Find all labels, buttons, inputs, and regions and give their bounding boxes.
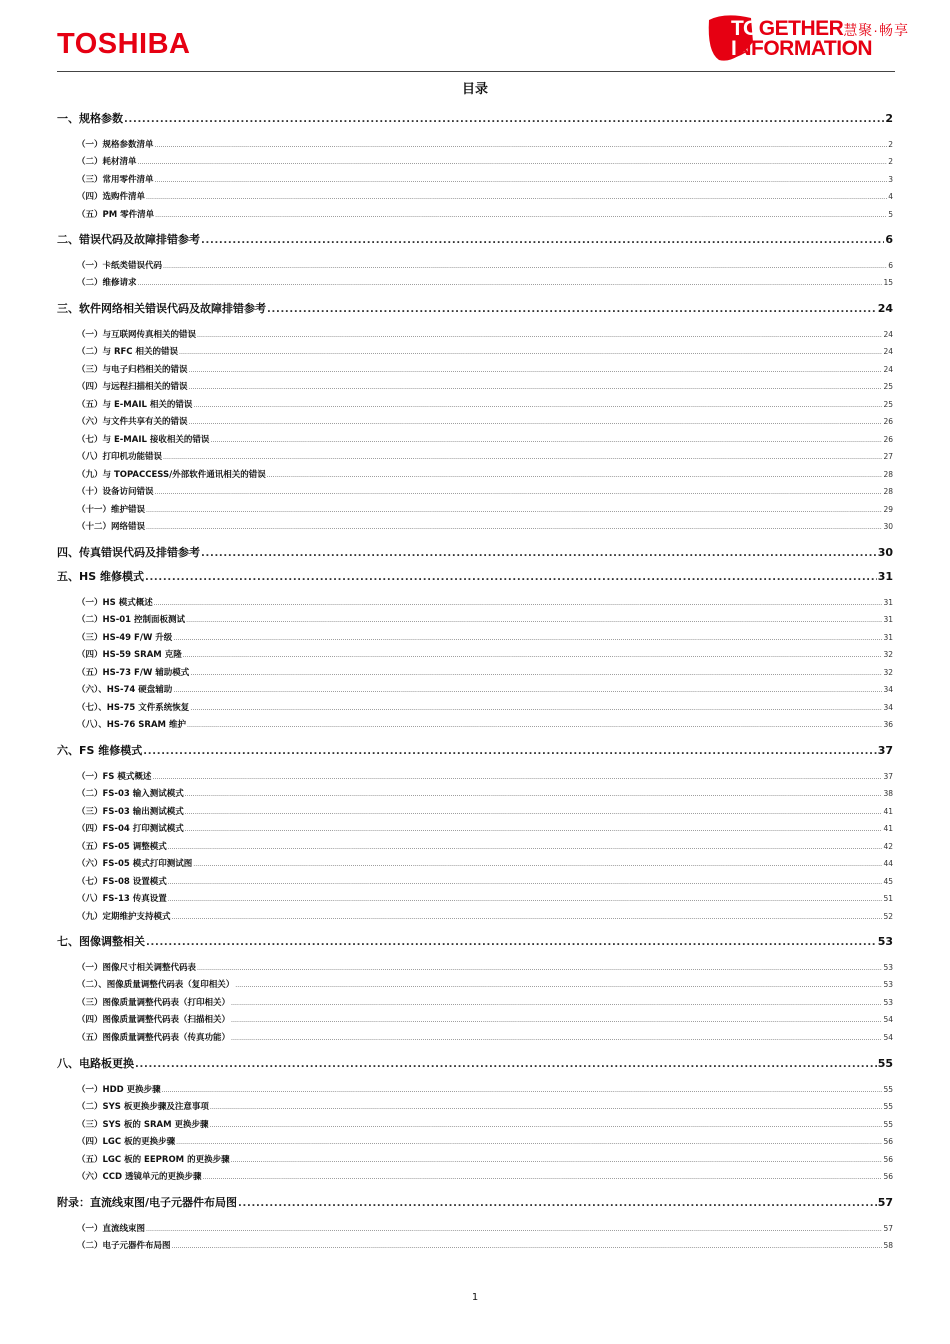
toc-subsection-page: 15 <box>883 278 893 287</box>
toc-subsection-label: （五）PM 零件清单 <box>77 210 155 220</box>
dot-leader <box>162 1085 883 1095</box>
toc-section[interactable] <box>57 933 893 949</box>
toc-subsection-page: 45 <box>883 877 893 886</box>
dot-leader <box>267 302 877 315</box>
toc-section[interactable] <box>57 742 893 758</box>
toc-subsection-page: 52 <box>883 912 893 921</box>
toc-section-page: 2 <box>885 112 893 125</box>
dot-leader <box>267 470 883 480</box>
toc-subsection-label: （二）与 RFC 相关的错误 <box>77 347 179 357</box>
toc-subsection-page: 25 <box>883 400 893 409</box>
toc-subsection-page: 24 <box>883 365 893 374</box>
toc-subsection-page: 55 <box>883 1120 893 1129</box>
toc-subsection-label: （一）卡纸类错误代码 <box>77 261 163 271</box>
dot-leader <box>179 347 882 357</box>
toc-subsection-label: （四）图像质量调整代码表（扫描相关） <box>77 1015 231 1025</box>
toc-subsection-page: 56 <box>883 1172 893 1181</box>
toc-subsection-label: （六）FS-05 模式打印测试图 <box>77 859 193 869</box>
toc-subsection[interactable] <box>57 1222 893 1234</box>
dot-leader <box>155 210 887 220</box>
toc-subsection[interactable] <box>57 398 893 410</box>
toc-subsection[interactable] <box>57 345 893 357</box>
dot-leader <box>172 1241 883 1251</box>
dot-leader <box>138 278 883 288</box>
header-divider <box>57 71 895 72</box>
toc-section-page: 55 <box>877 1057 893 1070</box>
toc-subsection[interactable] <box>57 328 893 340</box>
dot-leader <box>146 522 882 532</box>
dot-leader <box>155 487 883 497</box>
toc-subsection[interactable] <box>57 380 893 392</box>
toc-subsection-label: （二）维修请求 <box>77 278 137 288</box>
page-header <box>57 0 909 72</box>
dot-leader <box>235 980 882 990</box>
toc-subsection-page: 36 <box>883 720 893 729</box>
dot-leader <box>187 720 882 730</box>
toc-subsection-label: （一）规格参数清单 <box>77 140 154 150</box>
toc-subsection-page: 3 <box>888 175 893 184</box>
toc-subsection-label: （二）、图像质量调整代码表（复印相关） <box>77 980 235 990</box>
dot-leader <box>185 807 883 817</box>
dot-leader <box>186 615 882 625</box>
toc-section-label: 一、规格参数 <box>57 112 123 125</box>
toc-subsection-label: （一）HDD 更换步骤 <box>77 1085 161 1095</box>
dot-leader <box>163 261 887 271</box>
toc-subsection-page: 56 <box>883 1137 893 1146</box>
toc-subsection[interactable] <box>57 155 893 167</box>
toc-subsection-page: 26 <box>883 417 893 426</box>
dot-leader <box>231 1155 883 1165</box>
brand-i: I <box>731 37 737 60</box>
toc-subsection-label: （三）FS-03 输出测试模式 <box>77 807 184 817</box>
dot-leader <box>189 365 883 375</box>
together-information-logo <box>705 12 909 62</box>
toc-subsection[interactable] <box>57 208 893 220</box>
dot-leader <box>197 963 882 973</box>
toc-subsection-label: （五）FS-05 调整模式 <box>77 842 167 852</box>
toc-subsection[interactable] <box>57 666 893 678</box>
dot-leader <box>146 1224 882 1234</box>
toc-subsection[interactable] <box>57 1170 893 1182</box>
toc-subsection[interactable] <box>57 787 893 799</box>
toc-subsection-label: （八）、HS-76 SRAM 维护 <box>77 720 186 730</box>
toc-section[interactable] <box>57 110 893 126</box>
toc-section[interactable] <box>57 568 893 584</box>
toc-subsection-label: （三）与电子归档相关的错误 <box>77 365 188 375</box>
toc-subsection-page: 28 <box>883 487 893 496</box>
dot-leader <box>189 417 883 427</box>
toc-subsection-page: 4 <box>888 192 893 201</box>
toc-section[interactable] <box>57 544 893 560</box>
toc-subsection-page: 31 <box>883 598 893 607</box>
dot-leader <box>146 505 882 515</box>
toc-subsection-label: （六）CCD 透镜单元的更换步骤 <box>77 1172 202 1182</box>
dot-leader <box>197 330 882 340</box>
toc-subsection-page: 5 <box>888 210 893 219</box>
toc-subsection-page: 53 <box>883 998 893 1007</box>
toc-subsection-page: 29 <box>883 505 893 514</box>
dot-leader <box>231 1015 882 1025</box>
toc-subsection-page: 51 <box>883 894 893 903</box>
toc-subsection-page: 28 <box>883 470 893 479</box>
toc-subsection-page: 56 <box>883 1155 893 1164</box>
toc-subsection-label: （二）耗材清单 <box>77 157 137 167</box>
toc-subsection-page: 31 <box>883 615 893 624</box>
toc-subsection-page: 6 <box>888 261 893 270</box>
toc-subsection-label: （四）FS-04 打印测试模式 <box>77 824 184 834</box>
toc-subsection[interactable] <box>57 910 893 922</box>
toc-subsection-page: 34 <box>883 685 893 694</box>
dot-leader <box>231 998 882 1008</box>
toc-section-page: 53 <box>877 935 893 948</box>
toc-subsection[interactable] <box>57 840 893 852</box>
toc-subsection-page: 57 <box>883 1224 893 1233</box>
toc-subsection[interactable] <box>57 631 893 643</box>
dot-leader <box>168 894 883 904</box>
toc-subsection-page: 44 <box>883 859 893 868</box>
dot-leader <box>201 233 884 246</box>
dot-leader <box>143 744 876 757</box>
toc-subsection-label: （三）图像质量调整代码表（打印相关） <box>77 998 231 1008</box>
toc-subsection-page: 2 <box>888 157 893 166</box>
toc-subsection-page: 55 <box>883 1102 893 1111</box>
dot-leader <box>209 1120 882 1130</box>
dot-leader <box>138 157 888 167</box>
toc-subsection-label: （九）与 TOPACCESS/外部软件通讯相关的错误 <box>77 470 266 480</box>
toc-subsection[interactable] <box>57 613 893 625</box>
dot-leader <box>168 842 883 852</box>
toc-subsection-label: （八）FS-13 传真设置 <box>77 894 167 904</box>
toc-subsection-label: （四）选购件清单 <box>77 192 146 202</box>
toc-section-page: 6 <box>885 233 893 246</box>
toc-subsection-page: 32 <box>883 650 893 659</box>
toc-subsection[interactable] <box>57 173 893 185</box>
toc-subsection-label: （二）FS-03 输入测试模式 <box>77 789 184 799</box>
toc-subsection[interactable] <box>57 415 893 427</box>
toc-subsection[interactable] <box>57 138 893 150</box>
brand-gether: GETHER <box>758 17 844 40</box>
toc-subsection[interactable] <box>57 770 893 782</box>
toc-subsection-page: 53 <box>883 963 893 972</box>
toc-subsection-label: （十）设备访问错误 <box>77 487 154 497</box>
dot-leader <box>168 877 883 887</box>
toc-section[interactable] <box>57 1055 893 1071</box>
toc-subsection-label: （二）电子元器件布局图 <box>77 1241 171 1251</box>
dot-leader <box>173 633 882 643</box>
toc-subsection[interactable] <box>57 961 893 973</box>
toc-subsection-label: （三）常用零件清单 <box>77 175 154 185</box>
toc-subsection[interactable] <box>57 596 893 608</box>
toc-subsection[interactable] <box>57 1013 893 1025</box>
toc-section-label: 六、FS 维修模式 <box>57 744 143 757</box>
toc-subsection-label: （八）打印机功能错误 <box>77 452 163 462</box>
toc-subsection-page: 55 <box>883 1085 893 1094</box>
toc-subsection-label: （一）直流线束图 <box>77 1224 146 1234</box>
toc-section-label: 四、传真错误代码及排错参考 <box>57 546 200 559</box>
toc-subsection-label: （十一）维护错误 <box>77 505 146 515</box>
toc-subsection[interactable] <box>57 1153 893 1165</box>
toc-subsection-label: （七）与 E-MAIL 接收相关的错误 <box>77 435 210 445</box>
toc-section-page: 31 <box>877 570 893 583</box>
dot-leader <box>210 1102 883 1112</box>
toc-subsection-label: （七）FS-08 设置模式 <box>77 877 167 887</box>
toc-subsection-label: （六）与文件共享有关的错误 <box>77 417 188 427</box>
toc-section-label: 五、HS 维修模式 <box>57 570 144 583</box>
toc-section[interactable] <box>57 231 893 247</box>
toc-subsection-label: （五）图像质量调整代码表（传真功能） <box>77 1033 231 1043</box>
toc-subsection[interactable] <box>57 450 893 462</box>
toc-subsection[interactable] <box>57 892 893 904</box>
toc-subsection-label: （一）HS 模式概述 <box>77 598 153 608</box>
toc-subsection-page: 54 <box>883 1033 893 1042</box>
toc-subsection[interactable] <box>57 683 893 695</box>
dot-leader <box>163 452 882 462</box>
dot-leader <box>189 382 883 392</box>
toc-subsection-page: 37 <box>883 772 893 781</box>
toc-subsection-page: 30 <box>883 522 893 531</box>
toc-subsection-page: 24 <box>883 347 893 356</box>
toc-subsection-page: 41 <box>883 824 893 833</box>
toc-subsection-label: （七）、HS-75 文件系统恢复 <box>77 703 190 713</box>
toc-subsection[interactable] <box>57 857 893 869</box>
toc-subsection[interactable] <box>57 433 893 445</box>
toc-subsection[interactable] <box>57 996 893 1008</box>
toc-subsection-page: 32 <box>883 668 893 677</box>
dot-leader <box>172 912 883 922</box>
toc-section[interactable] <box>57 300 893 316</box>
dot-leader <box>190 668 882 678</box>
toc-subsection[interactable] <box>57 1239 893 1251</box>
toc-section-page: 24 <box>877 302 893 315</box>
toc-subsection-page: 38 <box>883 789 893 798</box>
toc-subsection-label: （一）图像尺寸相关调整代码表 <box>77 963 197 973</box>
dot-leader <box>185 824 883 834</box>
dot-leader <box>210 435 882 445</box>
dot-leader <box>190 703 882 713</box>
brand-to: TO <box>731 17 759 40</box>
dot-leader <box>231 1033 882 1043</box>
dot-leader <box>135 1057 877 1070</box>
dot-leader <box>201 546 877 559</box>
dot-leader <box>238 1196 877 1209</box>
dot-leader <box>155 140 888 150</box>
toc-subsection-label: （十二）网络错误 <box>77 522 146 532</box>
toc-subsection-label: （九）定期维护支持模式 <box>77 912 171 922</box>
toc-subsection-label: （三）HS-49 F/W 升级 <box>77 633 173 643</box>
toc-section-label: 八、电路板更换 <box>57 1057 134 1070</box>
toc-subsection-label: （五）与 E-MAIL 相关的错误 <box>77 400 193 410</box>
toc-section-label: 二、错误代码及故障排错参考 <box>57 233 200 246</box>
toc-subsection[interactable] <box>57 259 893 271</box>
toc-subsection-label: （五）LGC 板的 EEPROM 的更换步骤 <box>77 1155 230 1165</box>
toc-subsection[interactable] <box>57 1135 893 1147</box>
toc-subsection-label: （一）与互联网传真相关的错误 <box>77 330 197 340</box>
toc-section-page: 57 <box>877 1196 893 1209</box>
toc-subsection-page: 41 <box>883 807 893 816</box>
toc-subsection-label: （二）SYS 板更换步骤及注意事项 <box>77 1102 209 1112</box>
toc-subsection-label: （六）、HS-74 硬盘辅助 <box>77 685 173 695</box>
dot-leader <box>154 598 883 608</box>
dot-leader <box>176 1137 882 1147</box>
toc-subsection[interactable] <box>57 276 893 288</box>
dot-leader <box>155 175 888 185</box>
toc-subsection-label: （一）FS 模式概述 <box>77 772 152 782</box>
toc-subsection[interactable] <box>57 875 893 887</box>
toc-section-label: 七、图像调整相关 <box>57 935 145 948</box>
toc-section-label: 附录：直流线束图/电子元器件布局图 <box>57 1196 238 1209</box>
toc-subsection[interactable] <box>57 805 893 817</box>
toc-subsection-label: （四）与远程扫描相关的错误 <box>77 382 188 392</box>
toc-subsection-label: （四）LGC 板的更换步骤 <box>77 1137 176 1147</box>
toc-subsection[interactable] <box>57 648 893 660</box>
toc-subsection-page: 24 <box>883 330 893 339</box>
dot-leader <box>124 112 884 125</box>
toc-subsection-page: 54 <box>883 1015 893 1024</box>
toc-subsection[interactable] <box>57 701 893 713</box>
toc-subsection-page: 27 <box>883 452 893 461</box>
toc-title: 目录 <box>461 82 488 97</box>
dot-leader <box>193 400 882 410</box>
dot-leader <box>146 935 877 948</box>
toshiba-logo: TOSHIBA <box>57 28 191 60</box>
dot-leader <box>173 685 882 695</box>
page-number: 1 <box>471 1292 479 1303</box>
toc-section-page: 30 <box>877 546 893 559</box>
toc-subsection-label: （三）SYS 板的 SRAM 更换步骤 <box>77 1120 209 1130</box>
dot-leader <box>203 1172 883 1182</box>
toc-subsection[interactable] <box>57 363 893 375</box>
toc-subsection[interactable] <box>57 978 893 990</box>
toc-section-label: 三、软件网络相关错误代码及故障排错参考 <box>57 302 266 315</box>
toc-subsection-page: 25 <box>883 382 893 391</box>
toc-subsection-page: 53 <box>883 980 893 989</box>
brand-nformation: NFORMATION <box>736 37 873 60</box>
dot-leader <box>152 772 882 782</box>
toc-subsection[interactable] <box>57 485 893 497</box>
dot-leader <box>193 859 882 869</box>
toc-subsection[interactable] <box>57 718 893 730</box>
toc-subsection-label: （五）HS-73 F/W 辅助模式 <box>77 668 190 678</box>
toc-subsection[interactable] <box>57 1100 893 1112</box>
toc-subsection[interactable] <box>57 520 893 532</box>
toc-subsection[interactable] <box>57 1031 893 1043</box>
toc-subsection[interactable] <box>57 1118 893 1130</box>
dot-leader <box>146 192 887 202</box>
toc-subsection-label: （二）HS-01 控制面板测试 <box>77 615 186 625</box>
toc-subsection-page: 26 <box>883 435 893 444</box>
toc-section[interactable] <box>57 1194 893 1210</box>
toc-subsection-page: 42 <box>883 842 893 851</box>
toc-subsection-page: 2 <box>888 140 893 149</box>
toc-subsection-page: 58 <box>883 1241 893 1250</box>
dot-leader <box>185 789 883 799</box>
toc-subsection-page: 31 <box>883 633 893 642</box>
toc-subsection-label: （四）HS-59 SRAM 克隆 <box>77 650 182 660</box>
toc-subsection[interactable] <box>57 822 893 834</box>
brand-slogan: 慧聚·畅享 <box>843 22 909 38</box>
toc-subsection[interactable] <box>57 1083 893 1095</box>
toc-subsection[interactable] <box>57 190 893 202</box>
dot-leader <box>145 570 877 583</box>
toc-subsection[interactable] <box>57 468 893 480</box>
toc-section-page: 37 <box>877 744 893 757</box>
toc-subsection-page: 34 <box>883 703 893 712</box>
dot-leader <box>183 650 883 660</box>
toc-subsection[interactable] <box>57 503 893 515</box>
